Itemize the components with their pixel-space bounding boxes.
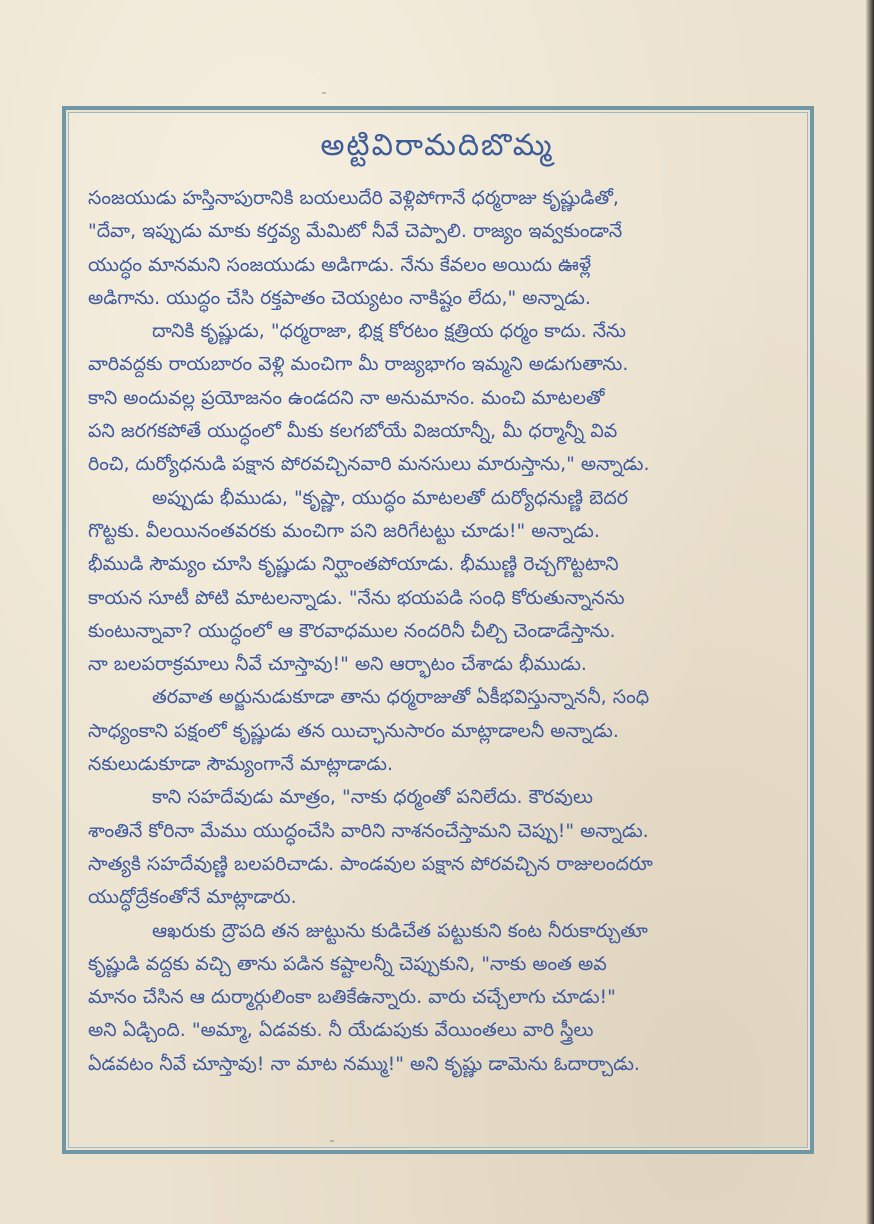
paragraph-4 [88, 681, 780, 781]
text-line: కాని సహదేవుడు మాత్రం, "నాకు ధర్మంతో పనిలేదు. కౌరవులు [152, 786, 594, 809]
text-line: దానికి కృష్ణుడు, "ధర్మరాజా, భిక్ష కోరటం క్షత్రియ ధర్మం కాదు. నేను [152, 320, 626, 343]
paragraph-5 [88, 781, 780, 914]
paragraph-2 [88, 315, 780, 481]
text-line: అప్పుడు భీముడు, "కృష్ణా, యుద్ధం మాటలతో దుర్యోధనుణ్ణి బెదర [152, 486, 629, 509]
text-line: నా బలపరాక్రమాలు నీవే చూస్తావు!" అని ఆర్భాటం చేశాడు భీముడు. [88, 653, 587, 676]
text-line: అడిగాను. యుద్ధం చేసి రక్తపాతం చెయ్యటం నాకిష్టం లేదు," అన్నాడు. [88, 286, 591, 309]
text-line: శాంతినే కోరినా మేము యుద్ధంచేసి వారిని నాశనంచేస్తామని చెప్పు!" అన్నాడు. [88, 819, 649, 842]
text-line: యుద్ధం మానమని సంజయుడు అడిగాడు. నేను కేవలం అయిదు ఊళ్లే [88, 253, 592, 276]
text-line: కుంటున్నావా? యుద్ధంలో ఆ కౌరవాధముల నందరినీ చీల్చి చెండాడేస్తాను. [88, 619, 616, 642]
page-edge-shadow [866, 0, 874, 1224]
paragraph-6 [88, 915, 780, 1081]
text-line: సంజయుడు హస్తినాపురానికి బయలుదేరి వెళ్లిపోగానే ధర్మరాజు కృష్ణుడితో, [88, 187, 619, 209]
text-line: ఆఖరుకు ద్రౌపది తన జుట్టును కుడిచేత పట్టుకుని కంట నీరుకార్చుతూ [152, 919, 648, 942]
text-line: యుద్ధోద్రేకంతోనే మాట్లాడారు. [88, 886, 297, 909]
text-line: గొట్టకు. వీలయినంతవరకు మంచిగా పని జరిగేటట్టు చూడు!" అన్నాడు. [88, 519, 600, 542]
text-line: కాని అందువల్ల ప్రయోజనం ఉండదని నా అనుమానం. మంచి మాటలతో [88, 386, 605, 409]
text-line: అని ఏడ్చింది. "అమ్మా, ఏడవకు. నీ యేడుపుకు వేయింతలు వారి స్త్రీలు [88, 1019, 594, 1042]
text-line: వారివద్దకు రాయబారం వెళ్లి మంచిగా మీ రాజ్యభాగం ఇమ్మని అడుగుతాను. [88, 353, 629, 376]
text-line: కృష్ణుడి వద్దకు వచ్చి తాను పడిన కష్టాలన్నీ చెప్పుకుని, "నాకు అంత అవ [88, 952, 607, 975]
text-line: "దేవా, ఇప్పుడు మాకు కర్తవ్య మేమిటో నీవే చెప్పాలి. రాజ్యం ఇవ్వకుండానే [88, 220, 623, 243]
paragraph-3 [88, 482, 780, 682]
scan-speck [322, 92, 326, 94]
text-line: సాధ్యంకాని పక్షంలో కృష్ణుడు తన యిచ్ఛానుసారం మాట్లాడాలనీ అన్నాడు. [88, 719, 619, 742]
text-line: సాత్యకి సహదేవుణ్ణి బలపరిచాడు. పాండవుల పక్షాన పోరవచ్చిన రాజులందరూ [88, 852, 653, 875]
text-line: తరవాత అర్జునుడుకూడా తాను ధర్మరాజుతో ఏకీభవిస్తున్నాననీ, సంధి [152, 686, 650, 709]
paragraph-1 [88, 182, 780, 315]
text-line: కాయన సూటీ పోటి మాటలన్నాడు. "నేను భయపడి సంధి కోరుతున్నానను [88, 586, 625, 609]
text-line: భీముడి సౌమ్యం చూసి కృష్ణుడు నిర్ఘాంతపోయాడు. భీముణ్ణి రెచ్చగొట్టటాని [88, 553, 619, 576]
text-line: నకులుడుకూడా సౌమ్యంగానే మాట్లాడాడు. [88, 753, 394, 776]
body-text [88, 182, 780, 1081]
scan-speck [330, 1140, 334, 1142]
text-line: మానం చేసిన ఆ దుర్మార్గులింకా బతికేఉన్నారు. వారు చచ్చేలాగు చూడు!" [88, 986, 616, 1009]
text-line: పని జరగకపోతే యుద్ధంలో మీకు కలగబోయే విజయాన్నీ, మీ ధర్మాన్నీ వివ [88, 420, 618, 443]
text-line: ఏడవటం నీవే చూస్తావు! నా మాట నమ్ము!" అని కృష్ణు డామెను ఓదార్చాడు. [88, 1052, 640, 1075]
text-line: రించి, దుర్యోధనుడి పక్షాన పోరవచ్చినవారి మనసులు మారుస్తాను," అన్నాడు. [88, 453, 650, 476]
page-title: అట్టివిరామదిబొమ్మ [320, 128, 554, 163]
